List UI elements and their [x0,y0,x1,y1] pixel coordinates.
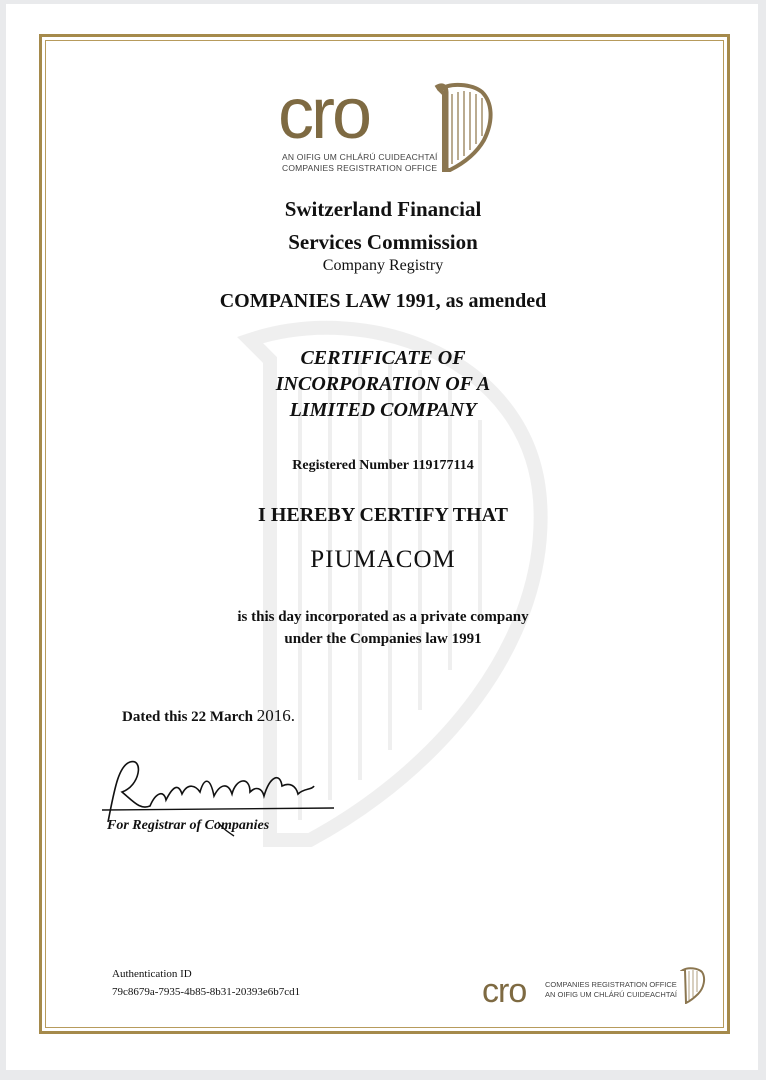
footer-cro-logo: cro [482,972,527,1010]
footer-harp-icon [680,966,706,1004]
company-name: PIUMACOM [310,546,456,573]
date-line [122,706,295,726]
date-year: 2016. [256,706,295,725]
logo-english-name: COMPANIES REGISTRATION OFFICE [282,163,438,173]
cro-logo: cro [278,74,370,154]
authentication-id: 79c8679a-7935-4b85-8b31-20393e6b7cd1 [112,986,301,998]
certificate-title-3: LIMITED COMPANY [289,399,477,421]
footer-english-name: COMPANIES REGISTRATION OFFICE [545,980,677,989]
registered-number: Registered Number 119177114 [292,458,474,473]
authentication-label: Authentication ID [112,968,192,980]
issuer-line-1: Switzerland Financial [284,197,482,221]
incorporation-line-2: under the Companies law 1991 [284,631,482,647]
certificate-title-1: CERTIFICATE OF [300,347,466,369]
logo-irish-name: AN OIFIG UM CHLÁRÚ CUIDEACHTAÍ [282,152,438,162]
certify-statement: I HEREBY CERTIFY THAT [258,504,508,526]
harp-icon [432,80,498,172]
footer-irish-name: AN OIFIG UM CHLÁRÚ CUIDEACHTAÍ [545,990,677,999]
issuer-line-3: Company Registry [322,257,444,274]
signature-caption: For Registrar of Companies [107,818,270,833]
certificate-title-2: INCORPORATION OF A [275,373,491,395]
issuer-line-2: Services Commission [288,230,478,254]
law-heading: COMPANIES LAW 1991, as amended [219,290,547,312]
incorporation-line-1: is this day incorporated as a private company [237,609,529,625]
date-text: Dated this 22 March [122,709,253,725]
